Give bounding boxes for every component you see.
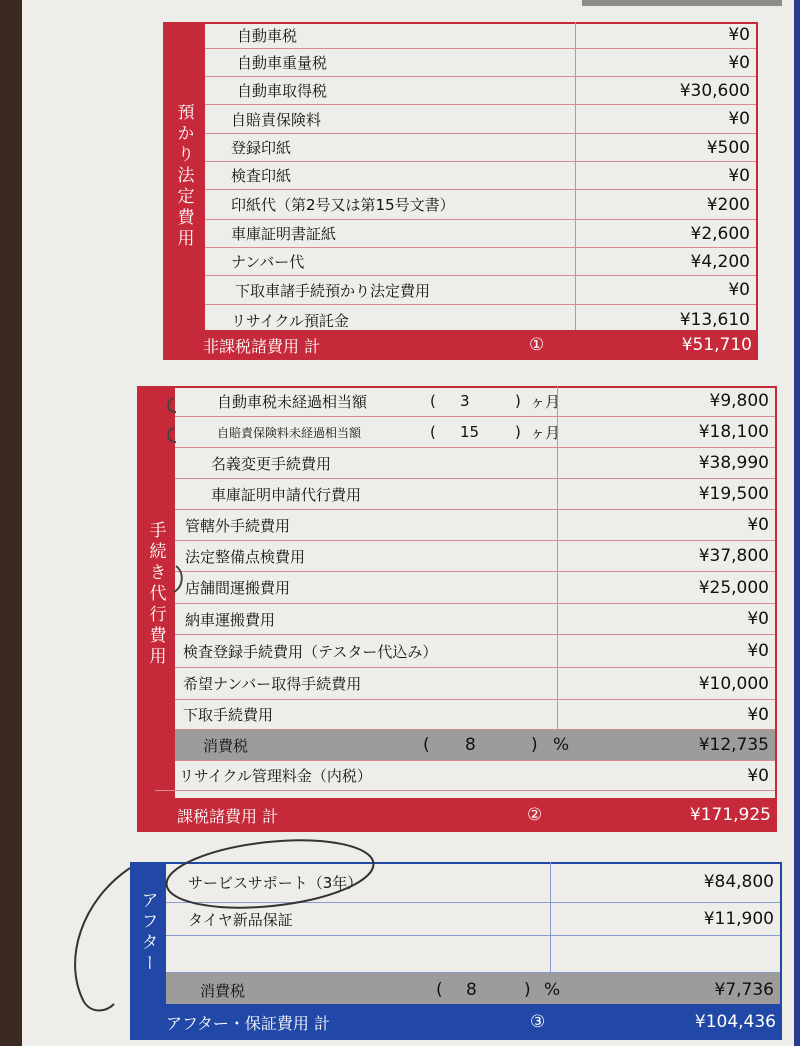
table-row: [166, 903, 780, 936]
table-row: [205, 276, 756, 305]
column-divider: [550, 862, 551, 902]
row-value: ¥0: [728, 280, 750, 300]
row-value: ¥0: [747, 609, 769, 629]
column-divider: [550, 936, 551, 972]
row-value: ¥11,900: [703, 909, 774, 929]
tax-paren-open: (: [423, 735, 430, 755]
row-value: ¥2,600: [690, 223, 750, 244]
row-unit: ヶ月: [530, 392, 561, 411]
row-value: ¥25,000: [698, 577, 769, 598]
total-marker: ③: [530, 1012, 546, 1032]
table-row: [175, 386, 775, 417]
row-paren-close: ): [515, 423, 521, 441]
recycle-value: ¥0: [747, 765, 769, 786]
row-qty: 3: [460, 392, 470, 410]
row-value: ¥200: [706, 194, 750, 215]
tax-unit: %: [544, 980, 561, 1000]
tax-paren-open: (: [436, 980, 443, 1000]
table-row: [175, 417, 775, 448]
column-divider: [557, 417, 558, 447]
section-side-label: 預かり法定費用: [163, 22, 205, 330]
page-edge: [794, 0, 800, 1046]
row-value: ¥4,200: [690, 251, 750, 272]
column-divider: [557, 541, 558, 571]
after-service-total-row: [130, 1004, 782, 1040]
table-row: [175, 541, 775, 572]
tax-row: [175, 730, 775, 761]
column-divider: [557, 448, 558, 478]
row-value: ¥37,800: [698, 546, 769, 566]
row-label: 自動車税: [237, 26, 298, 45]
tax-paren-close: ): [531, 735, 538, 755]
table-row: [175, 635, 775, 668]
total-marker: ①: [529, 335, 545, 355]
row-label: 登録印紙: [231, 139, 292, 157]
row-label: 店舗間運搬費用: [185, 579, 291, 597]
row-label: 自動車取得税: [237, 82, 328, 100]
column-divider: [575, 162, 576, 189]
row-label: サービスサポート（3年）: [188, 873, 363, 892]
row-qty: 15: [460, 423, 480, 441]
tax-value: ¥7,736: [714, 980, 774, 1000]
total-marker: ②: [527, 805, 543, 825]
column-divider: [557, 668, 558, 699]
column-divider: [575, 77, 576, 104]
table-row: [175, 668, 775, 700]
row-paren-open: (: [430, 423, 436, 441]
page-shadow: [582, 0, 782, 6]
table-row: [205, 49, 756, 77]
legal-fees-section: [163, 22, 758, 360]
document-page: [22, 0, 800, 1046]
column-divider: [557, 635, 558, 667]
row-value: ¥0: [747, 641, 769, 661]
table-row: [205, 162, 756, 190]
table-row: [166, 936, 780, 973]
row-label: ナンバー代: [231, 253, 305, 271]
table-row: [175, 604, 775, 635]
recycle-row: [155, 761, 775, 791]
tax-paren-close: ): [524, 980, 531, 1000]
row-label: 検査登録手続費用（テスター代込み）: [183, 642, 438, 661]
row-value: ¥0: [728, 25, 750, 45]
table-row: [205, 105, 756, 134]
total-value: ¥51,710: [681, 335, 752, 355]
total-value: ¥104,436: [694, 1012, 776, 1032]
table-row: [175, 448, 775, 479]
row-label: 管轄外手続費用: [185, 516, 291, 535]
row-value: ¥30,600: [679, 80, 750, 101]
row-value: ¥0: [728, 109, 750, 129]
column-divider: [557, 479, 558, 509]
table-row: [175, 700, 775, 730]
column-divider: [557, 604, 558, 634]
row-label: 検査印紙: [231, 167, 292, 185]
table-row: [205, 190, 756, 220]
row-value: ¥38,990: [698, 453, 769, 473]
row-label: タイヤ新品保証: [188, 910, 293, 929]
column-divider: [557, 700, 558, 729]
row-value: ¥19,500: [698, 484, 769, 504]
table-row: [175, 510, 775, 541]
row-label: 自動車重量税: [237, 54, 328, 72]
total-label: 非課税諸費用 計: [203, 336, 321, 356]
total-value: ¥171,925: [689, 805, 771, 825]
column-divider: [575, 105, 576, 133]
table-row: [205, 77, 756, 105]
row-unit: ヶ月: [530, 423, 561, 442]
row-value: ¥500: [706, 137, 750, 158]
table-row: [205, 220, 756, 248]
table-row: [205, 134, 756, 162]
table-row: [205, 248, 756, 276]
column-divider: [575, 49, 576, 76]
row-label: 車庫証明申請代行費用: [211, 485, 362, 504]
row-label: 下取車諸手続預かり法定費用: [235, 281, 431, 300]
column-divider: [575, 220, 576, 247]
column-divider: [557, 572, 558, 603]
row-value: ¥13,610: [679, 310, 750, 330]
tax-rate: 8: [465, 735, 476, 755]
column-divider: [557, 386, 558, 416]
column-divider: [575, 134, 576, 161]
row-value: ¥84,800: [703, 872, 774, 892]
column-divider: [575, 190, 576, 219]
agency-fees-rows: [175, 386, 775, 791]
row-value: ¥0: [728, 165, 750, 186]
row-paren-close: ): [515, 392, 521, 410]
row-label: 名義変更手続費用: [211, 454, 332, 473]
row-label: 自賠責保険料未経過相当額: [217, 425, 362, 440]
column-divider: [575, 248, 576, 275]
table-row: [175, 572, 775, 604]
row-value: ¥0: [747, 704, 769, 725]
legal-fees-rows: [205, 22, 756, 336]
total-label: アフター・保証費用 計: [166, 1013, 330, 1033]
tax-unit: %: [553, 735, 570, 755]
row-label: リサイクル預託金: [231, 311, 349, 330]
tax-row: [166, 973, 780, 1008]
row-paren-open: (: [430, 392, 436, 410]
row-label: 自賠責保険料: [231, 110, 322, 129]
tax-rate: 8: [466, 980, 477, 1000]
tax-label: 消費税: [203, 736, 249, 755]
column-divider: [575, 22, 576, 48]
recycle-label: リサイクル管理料金（内税）: [179, 767, 372, 785]
table-row: [205, 22, 756, 49]
tax-label: 消費税: [200, 981, 246, 1000]
column-divider: [550, 903, 551, 935]
row-label: 納車運搬費用: [185, 610, 276, 629]
row-label: 法定整備点検費用: [185, 547, 306, 566]
row-value: ¥0: [728, 52, 750, 73]
column-divider: [557, 510, 558, 540]
agency-fees-section: [137, 386, 777, 832]
column-divider: [575, 276, 576, 304]
row-label: 下取手続費用: [183, 706, 274, 724]
table-row: [175, 479, 775, 510]
row-value: ¥18,100: [698, 422, 769, 442]
after-service-rows: [166, 862, 780, 1008]
row-value: ¥9,800: [709, 391, 769, 411]
tax-value: ¥12,735: [698, 735, 769, 755]
legal-fees-total-row: [163, 330, 758, 360]
after-service-section: [130, 862, 782, 1040]
row-label: 希望ナンバー取得手続費用: [183, 675, 362, 693]
section-side-label: アフター: [130, 862, 166, 1004]
table-row: [166, 862, 780, 903]
total-label: 課税諸費用 計: [177, 806, 279, 826]
row-label: 自動車税未経過相当額: [217, 392, 368, 411]
agency-fees-total-row: [137, 798, 777, 832]
row-value: ¥10,000: [698, 673, 769, 694]
row-label: 印紙代（第2号又は第15号文書）: [231, 196, 455, 214]
row-label: 車庫証明書証紙: [231, 225, 337, 243]
row-value: ¥0: [747, 515, 769, 535]
section-side-label: 手続き代行費用: [137, 386, 175, 802]
